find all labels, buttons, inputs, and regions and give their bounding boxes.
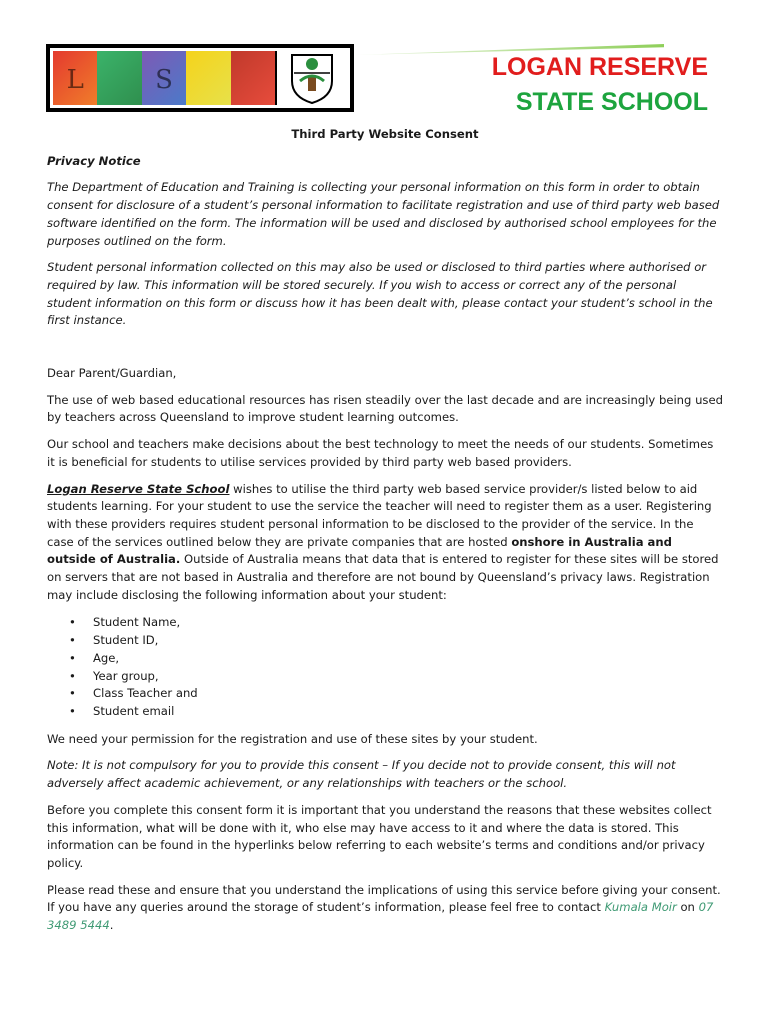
student-info-list — [47, 614, 723, 720]
list-item: • Student ID, — [47, 632, 723, 650]
list-item: • Age, — [47, 650, 723, 668]
privacy-paragraph-2: Student personal information collected on this may also be used or disclosed to third parties where authorised or required by law. This information will be stored securely. If you wish to access or correct any of the personal student information on this form or discuss how it has been dealt with, please contact your student’s school in the first instance. — [47, 260, 713, 328]
list-item: • Class Teacher and — [47, 685, 723, 703]
body-paragraph-2: Our school and teachers make decisions about the best technology to meet the needs of our students. Sometimes it is beneficial for students to utilise services provided by third party web based providers. — [47, 437, 714, 469]
logo-panel-purple — [142, 51, 186, 105]
note-paragraph: Note: It is not compulsory for you to provide this consent – If you decide not to provide consent, this will not adversely affect academic achievement, or any relationships with teachers or the school. — [47, 758, 676, 791]
list-item: • Student Name, — [47, 614, 723, 632]
contact-text: Please read these and ensure that you understand the implications of using this service before giving your consent. If you have any queries around the storage of student’s information, please feel free to contact — [47, 882, 721, 915]
contact-phone-link[interactable]: 07 3489 5444 — [47, 900, 714, 933]
contact-on: on — [676, 900, 699, 915]
body-paragraph-1: The use of web based educational resources has risen steadily over the last decade and are increasingly being used by teachers across Queensland to improve student learning outcomes. — [47, 392, 723, 425]
school-name-line1: LOGAN RESERVE — [491, 53, 708, 81]
consent-document — [47, 126, 723, 944]
salutation: Dear Parent/Guardian, — [47, 366, 177, 381]
school-name-link[interactable]: Logan Reserve State School — [47, 481, 230, 496]
list-item: • Year group, — [47, 668, 723, 686]
logo-panel-green — [97, 51, 141, 105]
privacy-notice-heading: Privacy Notice — [47, 153, 141, 168]
school-name — [492, 50, 708, 120]
logo-inner — [50, 48, 350, 108]
contact-name-link[interactable]: Kumala Moir — [604, 900, 677, 915]
school-logo — [46, 44, 354, 112]
logo-glyph: L — [66, 65, 84, 95]
permission-paragraph: We need your permission for the registration and use of these sites by your student. — [47, 731, 538, 746]
privacy-paragraph-1: The Department of Education and Training is collecting your personal information on this form in order to obtain consent for disclosure of a student’s personal information to facilitate registration and use of third party web based software identified on the form. The information will be used and disclosed by authorised school employees for the purposes outlined on the form. — [47, 180, 720, 248]
logo-panel-red — [53, 51, 97, 105]
body-paragraph-3-text-b: Outside of Australia means that data that is entered to register for these sites will be stored on servers that are not based in Australia and therefore are not bound by Queensland’s privacy laws. Registration may include disclosing the following information about your student: — [47, 552, 719, 602]
school-crest-icon — [275, 51, 347, 105]
body-paragraph-3 — [47, 481, 723, 605]
body-paragraph-3-text-a: wishes to utilise the third party web based service provider/s listed below to aid students learning. For your student to use the service the teacher will need to register them as a user. Registering with these providers requires student personal information to be disclosed to the provider of the service. In the case of the services outlined below they are private companies that are hosted — [47, 481, 712, 549]
contact-end: . — [109, 918, 114, 933]
contact-paragraph — [47, 882, 723, 935]
spacer — [47, 339, 723, 365]
list-item: • Student email — [47, 703, 723, 721]
logo-panel-yellow — [186, 51, 230, 105]
body-paragraph-3-bold: onshore in Australia and outside of Australia. — [47, 534, 672, 567]
before-paragraph: Before you complete this consent form it is important that you understand the reasons that these websites collect this information, what will be done with it, who else may have access to it and where the data is stored. This information can be found in the hyperlinks below referring to each website’s terms and conditions and/or privacy policy. — [47, 802, 712, 870]
school-name-line2: STATE SCHOOL — [515, 88, 708, 116]
logo-panel-red2 — [231, 51, 275, 105]
logo-glyph: S — [155, 65, 173, 95]
document-title: Third Party Website Consent — [291, 127, 479, 141]
